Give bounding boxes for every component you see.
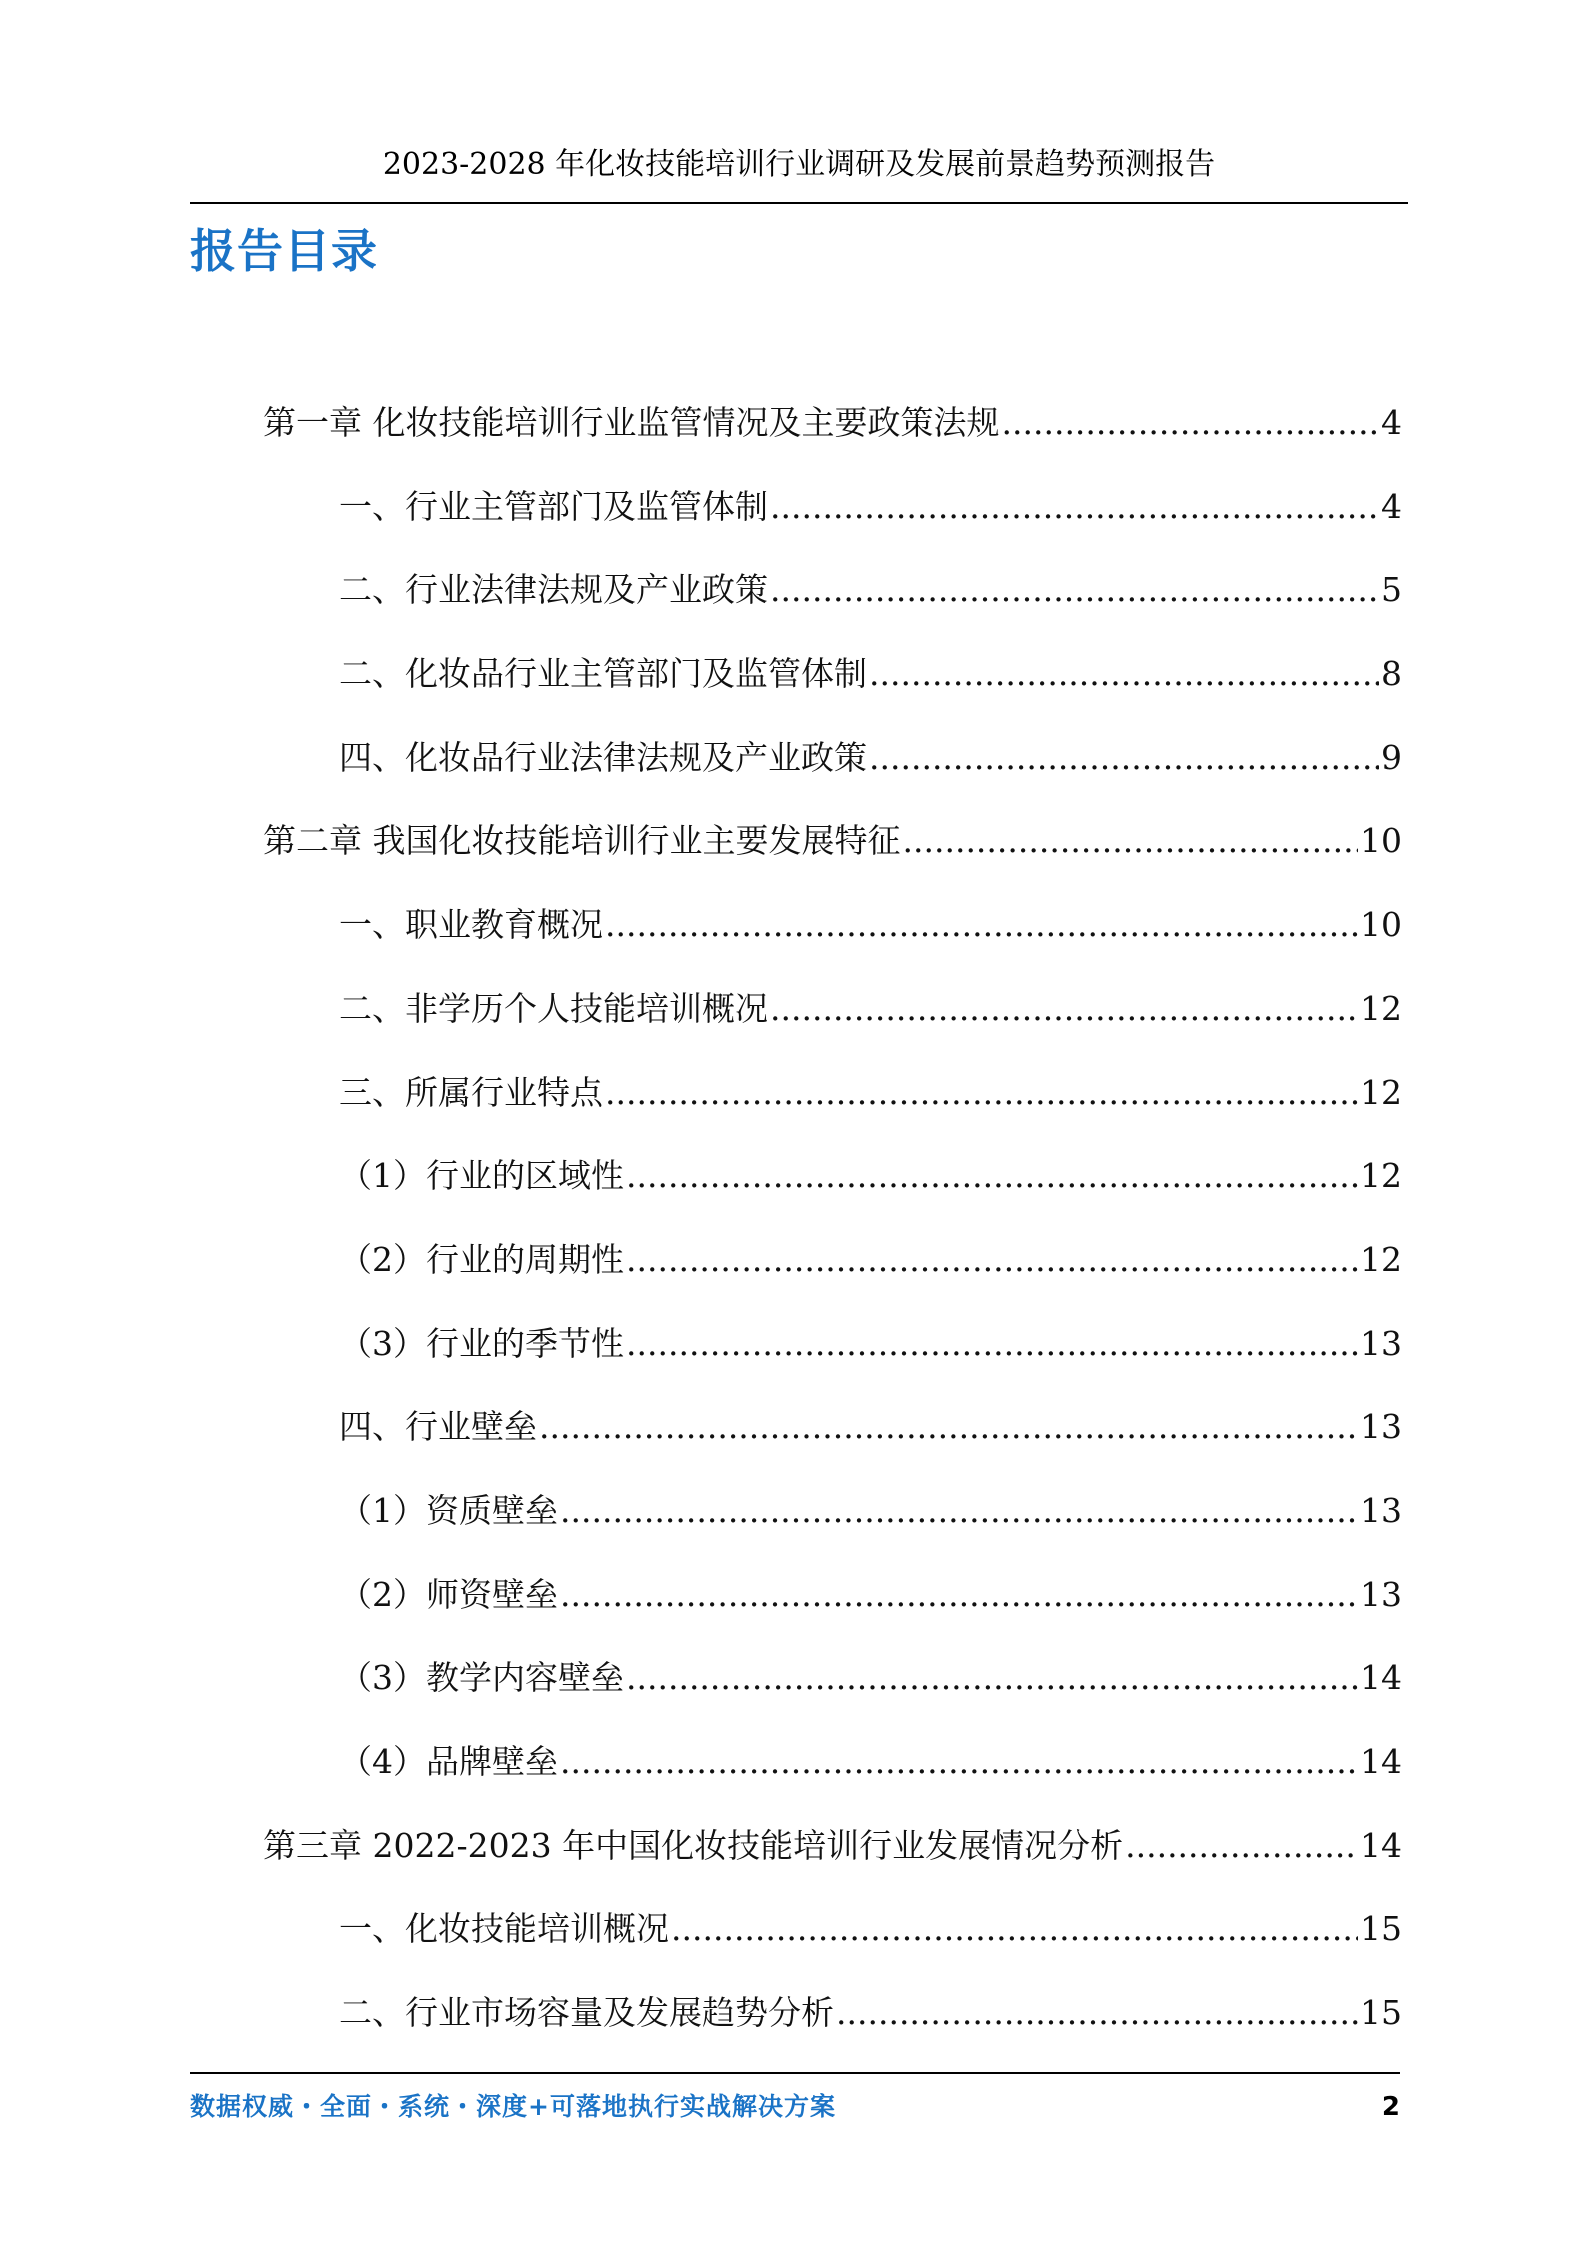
toc-entry-text: 二、行业市场容量及发展趋势分析 [339,1993,834,2033]
toc-entry-page: 13 [1360,1323,1402,1363]
toc-entry-page: 12 [1360,1239,1402,1279]
toc-dot-leader [539,1401,1358,1453]
toc-entry-page: 12 [1360,1072,1402,1112]
toc-entry[interactable] [263,815,1402,899]
toc-entry-page: 15 [1360,1993,1402,2033]
toc-entry-text: 三、所属行业特点 [339,1072,603,1112]
toc-entry-page: 8 [1381,654,1402,694]
toc-entry-text: 一、化妆技能培训概况 [339,1909,669,1949]
toc-dot-leader [869,648,1379,700]
toc-entry[interactable] [263,732,1402,816]
toc-entry-page: 12 [1360,988,1402,1028]
page-number: 2 [1381,2092,1400,2122]
toc-entry-page: 14 [1360,1742,1402,1781]
toc-entry-page: 12 [1360,1156,1402,1196]
toc-entry[interactable] [263,1234,1402,1318]
toc-entry-text: （3）行业的季节性 [339,1323,624,1363]
toc-entry-text: 第二章 我国化妆技能培训行业主要发展特征 [263,821,901,861]
toc-entry[interactable] [263,1067,1402,1151]
toc-dot-leader [903,815,1359,867]
toc-entry[interactable] [263,1150,1402,1234]
toc-entry[interactable] [263,1401,1402,1485]
toc-dot-leader [560,1736,1358,1788]
toc-entry-page: 4 [1381,486,1402,526]
toc-entry-text: 二、化妆品行业主管部门及监管体制 [339,654,867,694]
toc-entry-text: （2）师资壁垒 [339,1574,558,1614]
toc-entry[interactable] [263,1903,1402,1987]
toc-entry-text: 二、非学历个人技能培训概况 [339,988,768,1028]
footer-tagline: 数据权威・全面・系统・深度+可落地执行实战解决方案 [190,2092,836,2121]
toc-entry-page: 13 [1360,1490,1402,1530]
toc-dot-leader [605,899,1358,951]
toc-entry[interactable] [263,397,1402,481]
toc-entry-text: （3）教学内容壁垒 [339,1658,624,1698]
toc-entry-text: 二、行业法律法规及产业政策 [339,570,768,610]
footer-divider [190,2072,1400,2074]
toc-entry-text: 第一章 化妆技能培训行业监管情况及主要政策法规 [263,403,1000,442]
toc-dot-leader [626,1234,1358,1286]
toc-entry-page: 13 [1360,1407,1402,1447]
running-header: 2023-2028 年化妆技能培训行业调研及发展前景趋势预测报告 [382,147,1216,182]
toc-dot-leader [770,564,1379,616]
toc-entry[interactable] [263,648,1402,732]
toc-entry[interactable] [263,481,1402,565]
header-divider [190,202,1408,204]
toc-entry[interactable] [263,983,1402,1067]
toc-dot-leader [770,481,1379,533]
toc-dot-leader [836,1987,1358,2039]
toc-dot-leader [671,1903,1358,1955]
toc-entry-text: （2）行业的周期性 [339,1239,624,1279]
toc-entry-page: 10 [1360,905,1402,945]
toc-entry-page: 9 [1381,737,1402,777]
toc-dot-leader [770,983,1358,1035]
toc-entry-text: 一、行业主管部门及监管体制 [339,486,768,526]
toc-entry[interactable] [263,1485,1402,1569]
toc-entry-page: 14 [1360,1825,1402,1865]
toc-dot-leader [626,1652,1358,1704]
toc-entry-text: （1）资质壁垒 [339,1490,558,1530]
toc-dot-leader [1125,1820,1358,1872]
toc-entry-page: 10 [1360,821,1402,861]
toc-dot-leader [560,1569,1358,1621]
table-of-contents [263,397,1402,2071]
toc-entry-text: 四、行业壁垒 [339,1407,537,1447]
toc-dot-leader [605,1067,1358,1119]
toc-entry-text: （4）品牌壁垒 [339,1742,558,1781]
toc-entry-text: 第三章 2022-2023 年中国化妆技能培训行业发展情况分析 [263,1825,1124,1865]
toc-entry-page: 15 [1360,1909,1402,1949]
toc-entry-page: 14 [1360,1658,1402,1698]
toc-dot-leader [626,1318,1358,1370]
toc-entry[interactable] [263,899,1402,983]
toc-entry-page: 13 [1360,1574,1402,1614]
toc-entry[interactable] [263,564,1402,648]
toc-entry[interactable] [263,1652,1402,1736]
toc-dot-leader [626,1150,1358,1202]
toc-entry-text: 四、化妆品行业法律法规及产业政策 [339,737,867,777]
toc-entry-page: 4 [1381,403,1402,442]
toc-dot-leader [560,1485,1358,1537]
toc-entry[interactable] [263,1820,1402,1904]
toc-dot-leader [1002,397,1380,449]
toc-entry-text: 一、职业教育概况 [339,905,603,945]
toc-entry-page: 5 [1381,570,1402,610]
toc-entry[interactable] [263,1987,1402,2071]
toc-dot-leader [869,732,1379,784]
toc-entry-text: （1）行业的区域性 [339,1156,624,1196]
toc-title: 报告目录 [190,224,378,278]
toc-entry[interactable] [263,1569,1402,1653]
toc-entry[interactable] [263,1318,1402,1402]
toc-entry[interactable] [263,1736,1402,1820]
